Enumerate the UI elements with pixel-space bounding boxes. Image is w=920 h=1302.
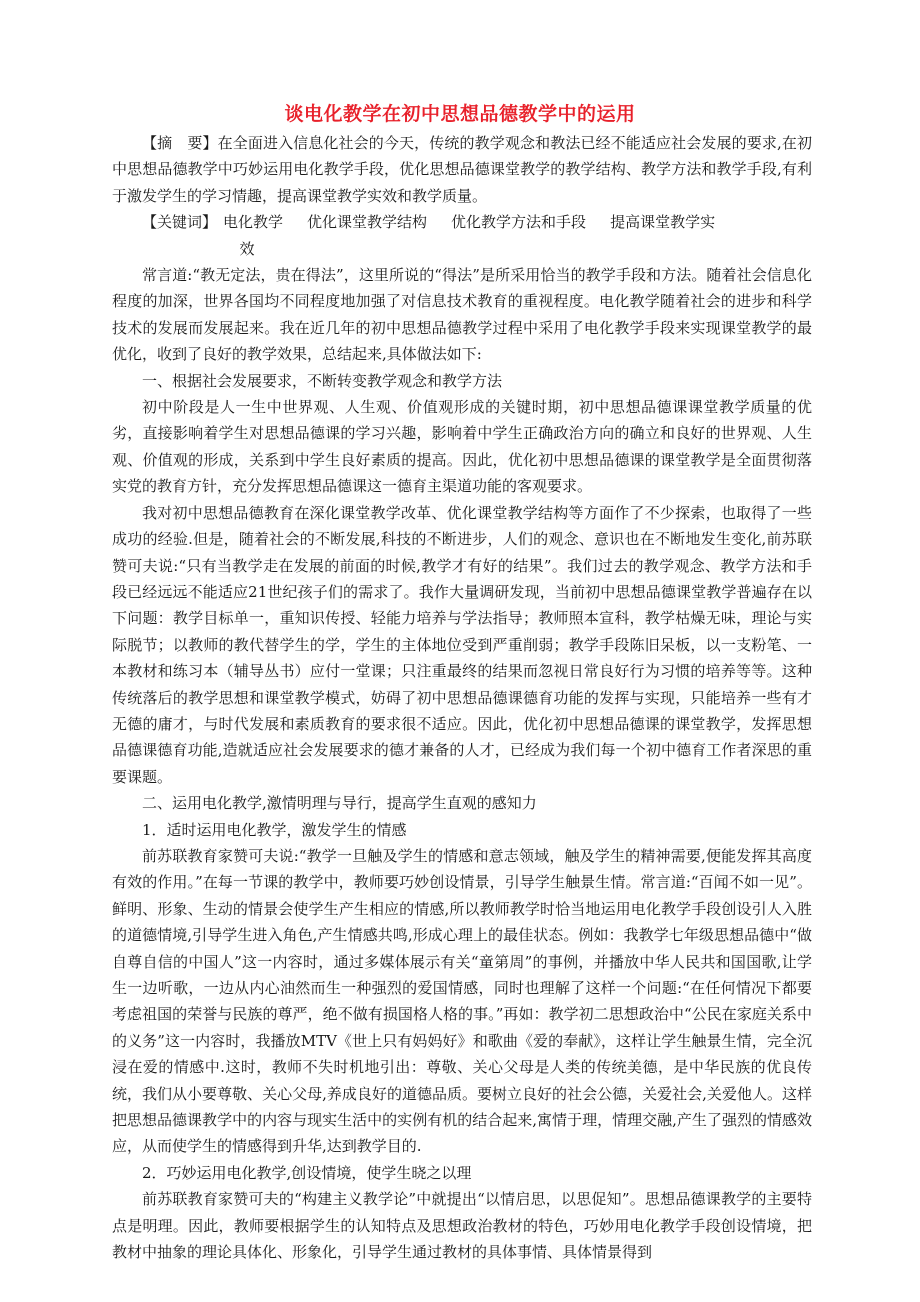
keyword-item: 优化教学方法和手段 bbox=[451, 213, 587, 232]
abstract-paragraph: 【摘 要】在全面进入信息化社会的今天，传统的教学观念和教法已经不能适应社会发展的要求,在初中思想品德教学中巧妙运用电化教学手段，优化思想品德课堂教学的教学结构、教学方法和教学手段,有利于激发学生的学习情趣，提高课堂教学实效和教学质量。 bbox=[112, 134, 812, 205]
section-heading-1: 一、根据社会发展要求，不断转变教学观念和教学方法 bbox=[142, 371, 503, 390]
keywords-continuation: 效 bbox=[239, 239, 255, 258]
keywords-block bbox=[112, 209, 812, 262]
subsection-heading-2: 2．巧妙运用电化教学,创设情境，使学生晓之以理 bbox=[142, 1163, 472, 1182]
document-body bbox=[112, 130, 812, 1265]
document-title: 谈电化教学在初中思想品德教学中的运用 bbox=[284, 103, 636, 125]
body-paragraph: 常言道:“教无定法，贵在得法”，这里所说的“得法”是所采用恰当的教学手段和方法。随着社会信息化程度的加深，世界各国均不同程度地加强了对信息技术教育的重视程度。电化教学随着社会的进步和科学技术的发展而发展起来。我在近几年的初中思想品德教学过程中采用了电化教学手段来实现课堂教学的最优化，收到了良好的教学效果，总结起来,具体做法如下: bbox=[112, 266, 812, 364]
body-paragraph: 我对初中思想品德教育在深化课堂教学改革、优化课堂教学结构等方面作了不少探索，也取得了一些成功的经验.但是，随着社会的不断发展,科技的不断进步，人们的观念、意识也在不断地发生变化,前苏联赞可夫说:“只有当教学走在发展的前面的时候,教学才有好的结果”。我们过去的教学观念、教学方法和手段已经远远不能适应21世纪孩子们的需求了。我作大量调研发现，当前初中思想品德课堂教学普遍存在以下问题：教学目标单一，重知识传授、轻能力培养与学法指导；教师照本宣科，教学枯燥无味，理论与实际脱节；以教师的教代替学生的学，学生的主体地位受到严重削弱；教学手段陈旧呆板，以一支粉笔、一本教材和练习本（辅导丛书）应付一堂课；只注重最终的结果而忽视日常良好行为习惯的培养等等。这种传统落后的教学思想和课堂教学模式，妨碍了初中思想品德课德育功能的发挥与实现，只能培养一些有才无德的庸才，与时代发展和素质教育的要求很不适应。因此，优化初中思想品德课的课堂教学，发挥思想品德课德育功能,造就适应社会发展要求的德才兼备的人才，已经成为我们每一个初中德育工作者深思的重要课题。 bbox=[112, 503, 812, 786]
keywords-label: 【关键词】 bbox=[142, 213, 218, 232]
keywords-line bbox=[142, 209, 812, 235]
keyword-item: 提高课堂教学实 bbox=[610, 213, 716, 232]
body-paragraph: 初中阶段是人一生中世界观、人生观、价值观形成的关键时期，初中思想品德课课堂教学质量的优劣，直接影响着学生对思想品德课的学习兴趣，影响着中学生正确政治方向的确立和良好的世界观、人生观、价值观的形成，关系到中学生良好素质的提高。因此，优化初中思想品德课的课堂教学是全面贯彻落实党的教育方针，充分发挥思想品德课这一德育主渠道功能的客观要求。 bbox=[112, 398, 812, 496]
body-paragraph: 前苏联教育家赞可夫的“构建主义教学论”中就提出“以情启思，以思促知”。思想品德课教学的主要特点是明理。因此，教师要根据学生的认知特点及思想政治教材的特色，巧妙用电化教学手段创设情境，把教材中抽象的理论具体化、形象化，引导学生通过教材的具体事情、具体情景得到 bbox=[112, 1190, 812, 1262]
keyword-item: 优化课堂教学结构 bbox=[307, 213, 428, 232]
section-heading-2: 二、运用电化教学,激情明理与导行，提高学生直观的感知力 bbox=[142, 794, 537, 813]
keyword-item: 电化教学 bbox=[223, 213, 284, 232]
subsection-heading-1: 1．适时运用电化教学，激发学生的情感 bbox=[142, 820, 407, 839]
body-paragraph: 前苏联教育家赞可夫说:“教学一旦触及学生的情感和意志领域，触及学生的精神需要,便能发挥其高度有效的作用。”在每一节课的教学中，教师要巧妙创设情景，引导学生触景生情。常言道:“百闻不如一见”。鲜明、形象、生动的情景会使学生产生相应的情感,所以教师教学时恰当地运用电化教学手段创设引人入胜的道德情境,引导学生进入角色,产生情感共鸣,形成心理上的最佳状态。例如：我教学七年级思想品德中“做自尊自信的中国人”这一内容时，通过多媒体展示有关“童第周”的事例，并播放中华人民共和国国歌,让学生一边听歌，一边从内心油然而生一种强烈的爱国情感，同时也理解了这样一个问题:“在任何情况下都要考虑祖国的荣誉与民族的尊严，绝不做有损国格人格的事。”再如：教学初二思想政治中“公民在家庭关系中的义务”这一内容时，我播放MTV《世上只有妈妈好》和歌曲《爱的奉献》，这样让学生触景生情，完全沉浸在爱的情感中.这时，教师不失时机地引出：尊敬、关心父母是人类的传统美德，是中华民族的优良传统，我们从小要尊敬、关心父母,养成良好的道德品质。要树立良好的社会公德，关爱社会,关爱他人。这样把思想品德课教学中的内容与现实生活中的实例有机的结合起来,寓情于理，情理交融,产生了强烈的情感效应，从而使学生的情感得到升华,达到教学目的. bbox=[112, 846, 812, 1156]
